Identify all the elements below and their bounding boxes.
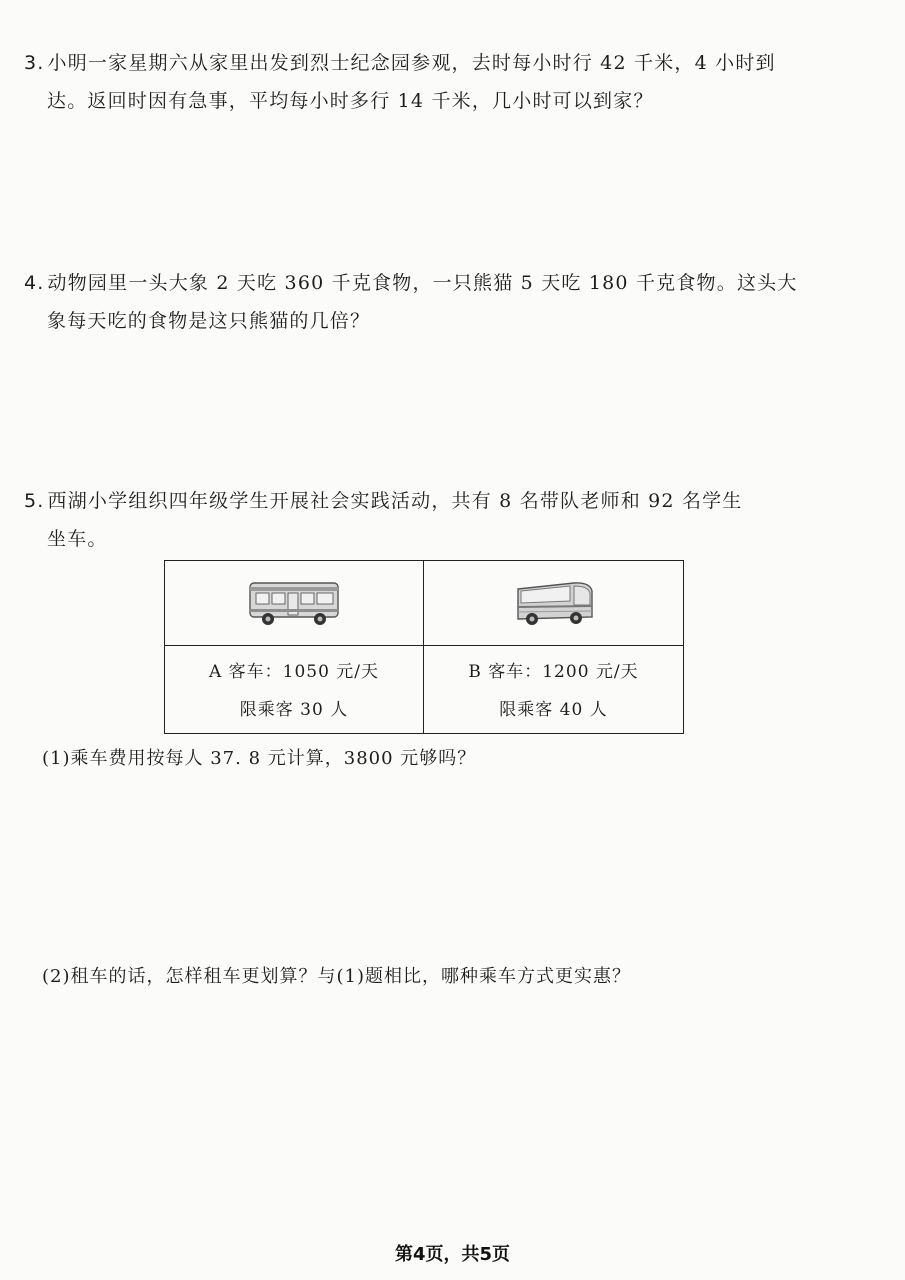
question-number: 3. (24, 52, 45, 74)
question-number: 4. (24, 272, 45, 294)
sub-question-2: (2)租车的话，怎样租车更划算？与(1)题相比，哪种乘车方式更实惠？ (42, 966, 631, 987)
question-text-line: 坐车。 (47, 528, 108, 550)
question-text-line: 动物园里一头大象 2 天吃 360 千克食物，一只熊猫 5 天吃 180 千克食物。这头大 (47, 272, 798, 294)
bus-a-capacity: 限乘客 30 人 (239, 700, 349, 720)
bus-b-image-cell (424, 561, 683, 645)
sub-question-1: (1)乘车费用按每人 37. 8 元计算，3800 元够吗？ (42, 748, 477, 769)
question-number: 5. (24, 490, 45, 512)
bus-rental-table (164, 560, 684, 734)
question-text-line: 西湖小学组织四年级学生开展社会实践活动，共有 8 名带队老师和 92 名学生 (47, 490, 743, 512)
question-text-line: 小明一家星期六从家里出发到烈士纪念园参观，去时每小时行 42 千米，4 小时到 (47, 52, 776, 74)
question-text-line: 象每天吃的食物是这只熊猫的几倍？ (47, 310, 371, 332)
minibus-icon (244, 579, 344, 627)
bus-a-price: A 客车：1050 元/天 (208, 662, 380, 682)
question-4 (24, 264, 824, 340)
bus-b-capacity: 限乘客 40 人 (499, 700, 608, 720)
question-text-line: 达。返回时因有急事，平均每小时多行 14 千米，几小时可以到家？ (47, 90, 654, 112)
question-5 (24, 482, 824, 558)
question-3 (24, 44, 824, 120)
bus-b-price: B 客车：1200 元/天 (468, 662, 639, 682)
page-footer: 第4页，共5页 (394, 1244, 511, 1265)
bus-a-info-cell (165, 647, 423, 733)
coach-bus-icon (512, 577, 596, 629)
bus-b-info-cell (424, 647, 683, 733)
table-divider (165, 645, 683, 646)
bus-a-image-cell (165, 561, 423, 645)
